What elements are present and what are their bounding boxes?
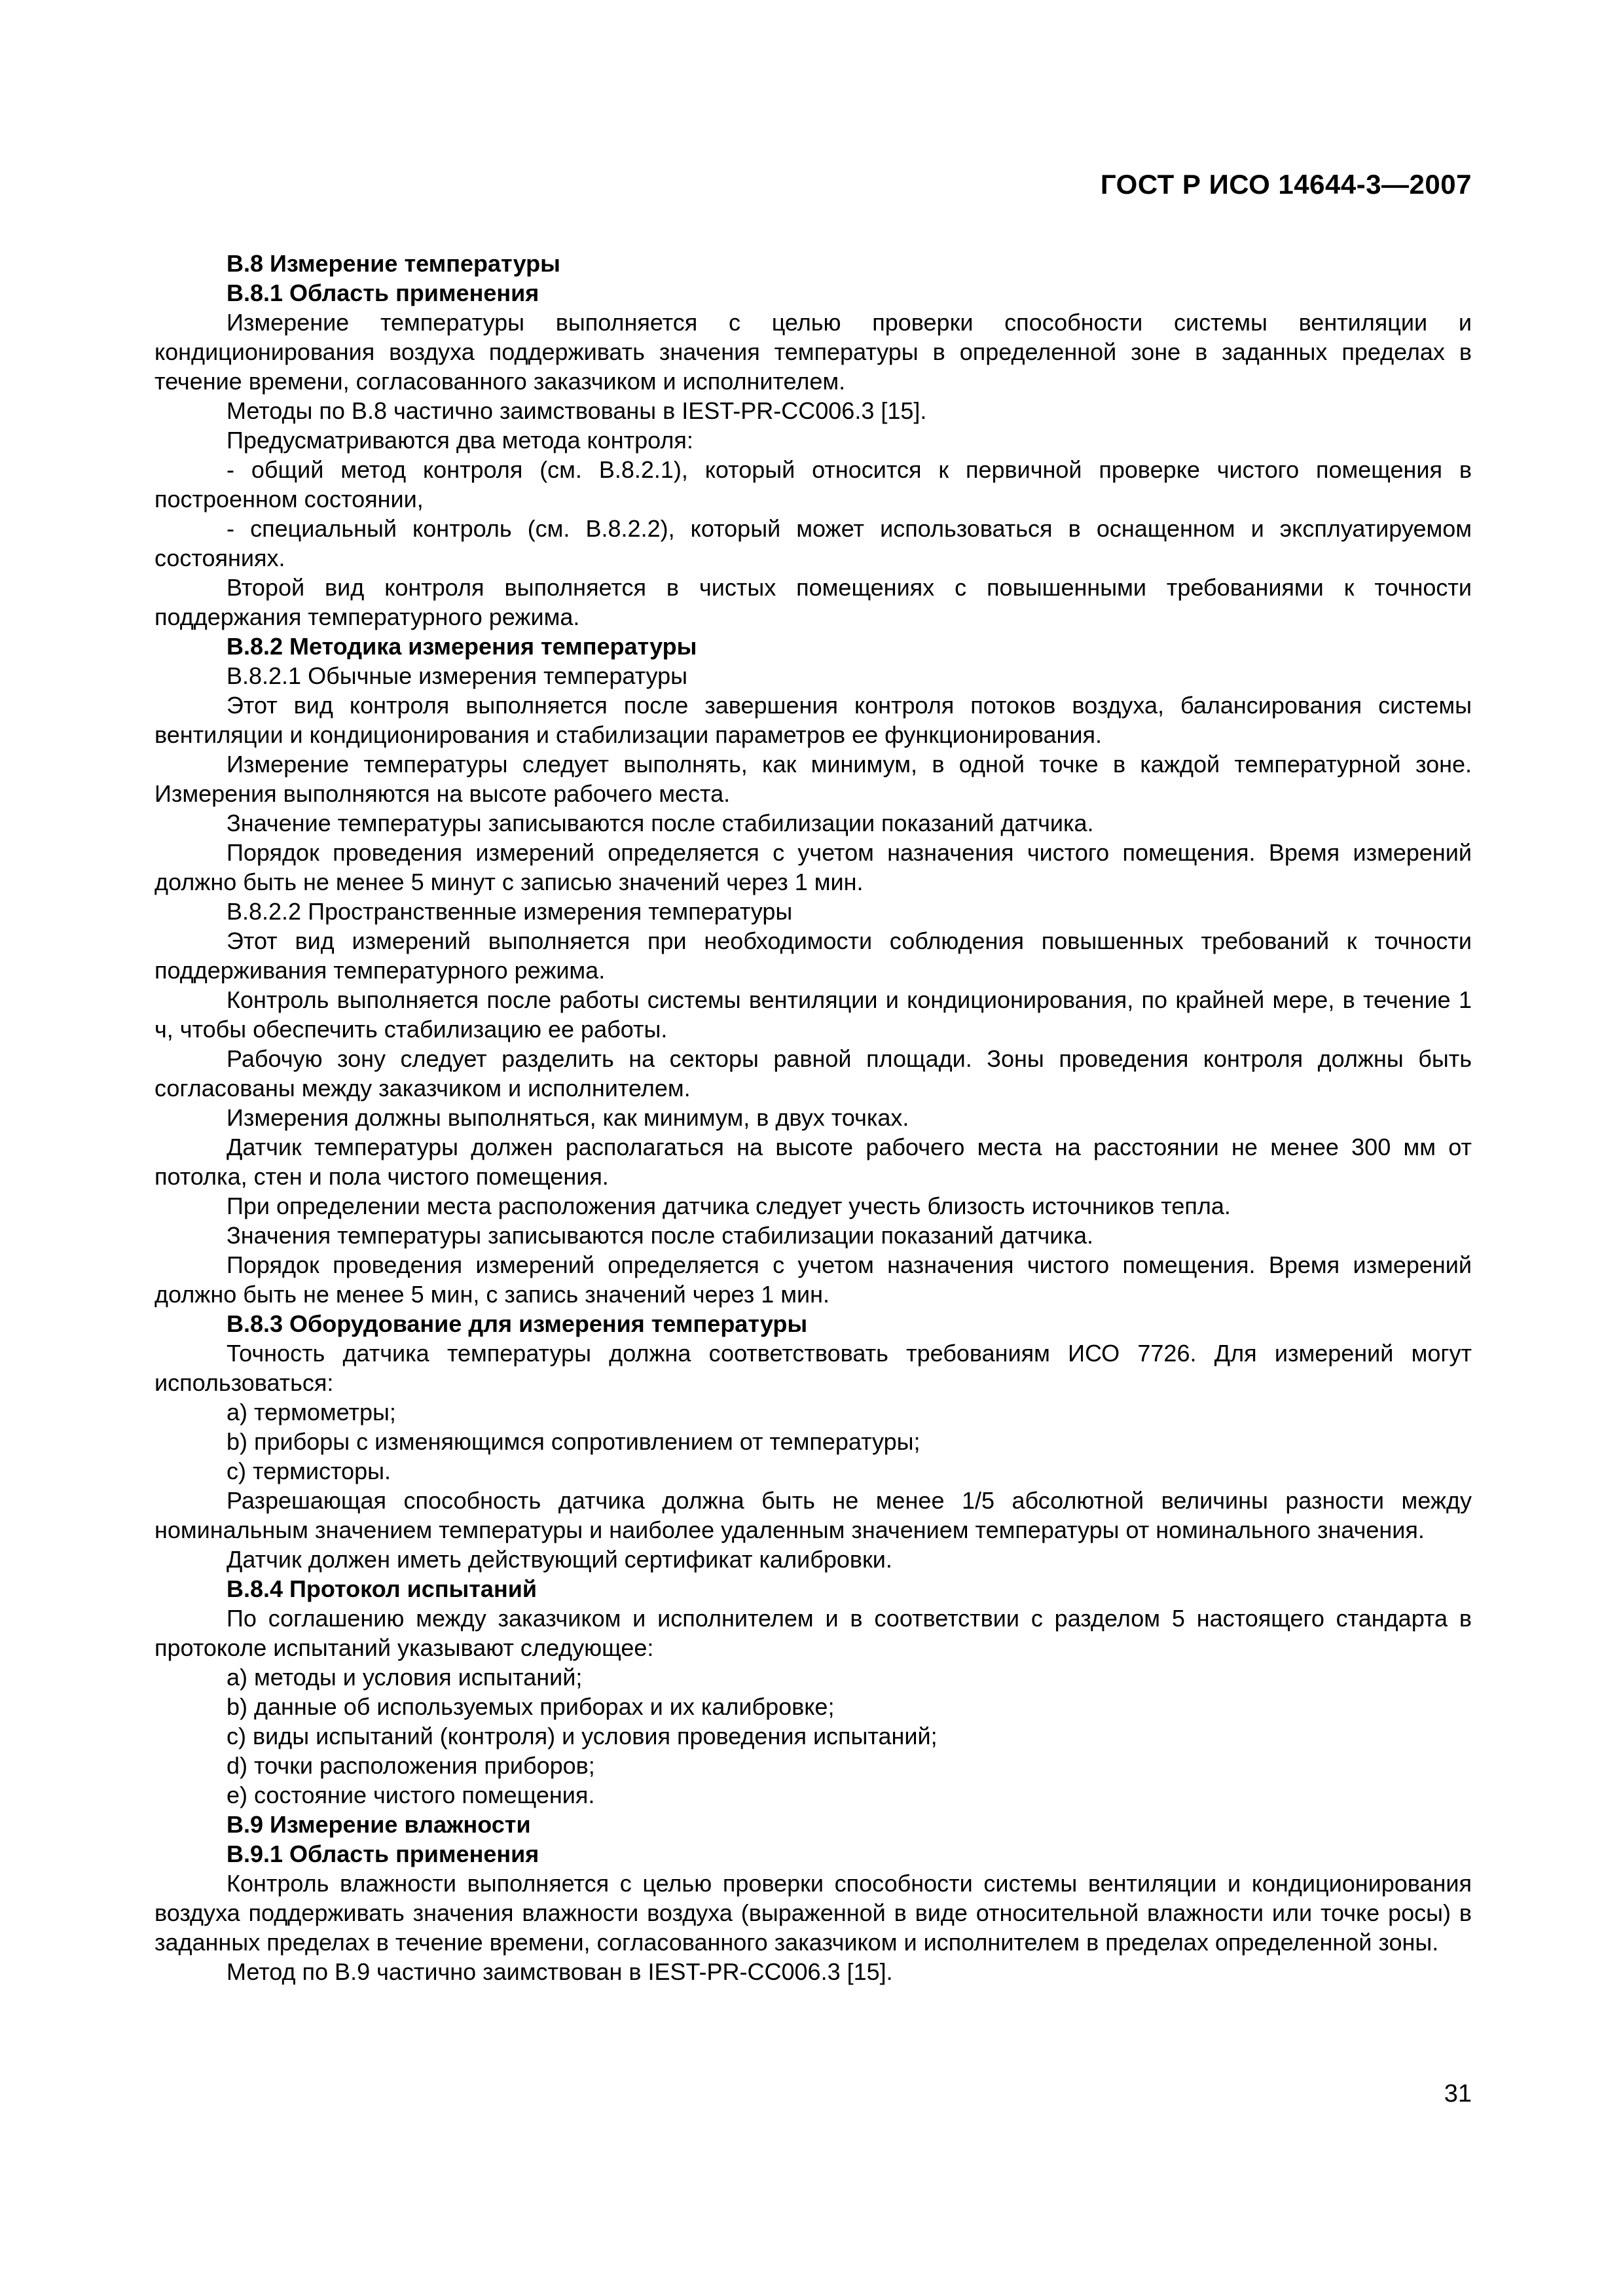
paragraph: По соглашению между заказчиком и исполнителем и в соответствии с разделом 5 настоящего стандарта в протоколе испытаний указывают следующее: (155, 1605, 1472, 1661)
paragraph: Разрешающая способность датчика должна быть не менее 1/5 абсолютной величины разности между номинальным значением температуры и наиболее удаленным значением температуры от номинального значения. (155, 1487, 1472, 1543)
paragraph: В.8.2.1 Обычные измерения температуры (227, 662, 688, 689)
paragraph: Значение температуры записываются после стабилизации показаний датчика. (227, 810, 1094, 836)
paragraph: Второй вид контроля выполняется в чистых помещениях с повышенными требованиями к точности поддержания температурного режима. (155, 574, 1472, 630)
page-number: 31 (1444, 2080, 1472, 2108)
paragraph: Рабочую зону следует разделить на секторы равной площади. Зоны проведения контроля должны быть согласованы между заказчиком и исполнителем. (155, 1045, 1472, 1102)
paragraph: Значения температуры записываются после стабилизации показаний датчика. (227, 1222, 1093, 1249)
paragraph: При определении места расположения датчика следует учесть близость источников тепла. (227, 1193, 1231, 1219)
paragraph: c) термисторы. (227, 1458, 391, 1484)
section-heading: В.8 Измерение температуры (227, 250, 560, 277)
paragraph: Измерения должны выполняться, как минимум, в двух точках. (227, 1104, 909, 1131)
section-heading: В.8.4 Протокол испытаний (227, 1575, 537, 1602)
paragraph: Контроль влажности выполняется с целью проверки способности системы вентиляции и кондиционирования воздуха поддерживать значения влажности воздуха (выраженной в виде относительной влажности или точке росы) в заданных пределах в течение времени, согласованного заказчиком и исполнителем в пределах определенной зоны. (155, 1870, 1472, 1956)
paragraph: b) приборы с изменяющимся сопротивлением от температуры; (227, 1428, 921, 1455)
paragraph: Порядок проведения измерений определяется с учетом назначения чистого помещения. Время измерений должно быть не менее 5 минут с записью значений через 1 мин. (155, 839, 1472, 895)
paragraph: c) виды испытаний (контроля) и условия проведения испытаний; (227, 1723, 938, 1749)
paragraph: Измерение температуры следует выполнять, как минимум, в одной точке в каждой температурной зоне. Измерения выполняются на высоте рабочего места. (155, 751, 1472, 807)
paragraph: Методы по В.8 частично заимствованы в IEST-PR-CC006.3 [15]. (227, 397, 927, 424)
paragraph: e) состояние чистого помещения. (227, 1782, 595, 1808)
paragraph: d) точки расположения приборов; (227, 1752, 595, 1779)
paragraph: Порядок проведения измерений определяется с учетом назначения чистого помещения. Время измерений должно быть не менее 5 мин, с запись значений через 1 мин. (155, 1251, 1472, 1308)
section-heading: В.9.1 Область применения (227, 1840, 539, 1867)
paragraph: Датчик должен иметь действующий сертификат калибровки. (227, 1546, 892, 1573)
paragraph: Этот вид измерений выполняется при необходимости соблюдения повышенных требований к точности поддерживания температурного режима. (155, 927, 1472, 984)
document-header-title: ГОСТ Р ИСО 14644-3—2007 (1100, 169, 1472, 200)
paragraph: Метод по В.9 частично заимствован в IEST-PR-CC006.3 [15]. (227, 1958, 893, 1985)
document-body (155, 249, 1472, 1986)
paragraph: Датчик температуры должен располагаться на высоте рабочего места на расстоянии не менее 300 мм от потолка, стен и пола чистого помещения. (155, 1134, 1472, 1190)
paragraph: Измерение температуры выполняется с целью проверки способности системы вентиляции и кондиционирования воздуха поддерживать значения температуры в определенной зоне в заданных пределах в течение времени, согласованного заказчиком и исполнителем. (155, 309, 1472, 395)
section-heading: В.8.1 Область применения (227, 279, 539, 306)
paragraph: a) термометры; (227, 1399, 396, 1426)
paragraph: Предусматриваются два метода контроля: (227, 427, 693, 454)
paragraph: b) данные об используемых приборах и их калибровке; (227, 1693, 835, 1720)
section-heading: В.8.2 Методика измерения температуры (227, 633, 697, 660)
paragraph: Этот вид контроля выполняется после завершения контроля потоков воздуха, балансирования системы вентиляции и кондиционирования и стабилизации параметров ее функционирования. (155, 692, 1472, 748)
paragraph: Точность датчика температуры должна соответствовать требованиям ИСО 7726. Для измерений могут использоваться: (155, 1340, 1472, 1396)
paragraph: - общий метод контроля (см. В.8.2.1), который относится к первичной проверке чистого помещения в построенном состоянии, (155, 456, 1472, 512)
paragraph: Контроль выполняется после работы системы вентиляции и кондиционирования, по крайней мере, в течение 1 ч, чтобы обеспечить стабилизацию ее работы. (155, 986, 1472, 1043)
paragraph: В.8.2.2 Пространственные измерения температуры (227, 898, 793, 925)
section-heading: В.8.3 Оборудование для измерения температуры (227, 1310, 808, 1337)
section-heading: В.9 Измерение влажности (227, 1811, 531, 1838)
paragraph: a) методы и условия испытаний; (227, 1664, 583, 1691)
paragraph: - специальный контроль (см. В.8.2.2), который может использоваться в оснащенном и эксплуатируемом состояниях. (155, 515, 1472, 571)
